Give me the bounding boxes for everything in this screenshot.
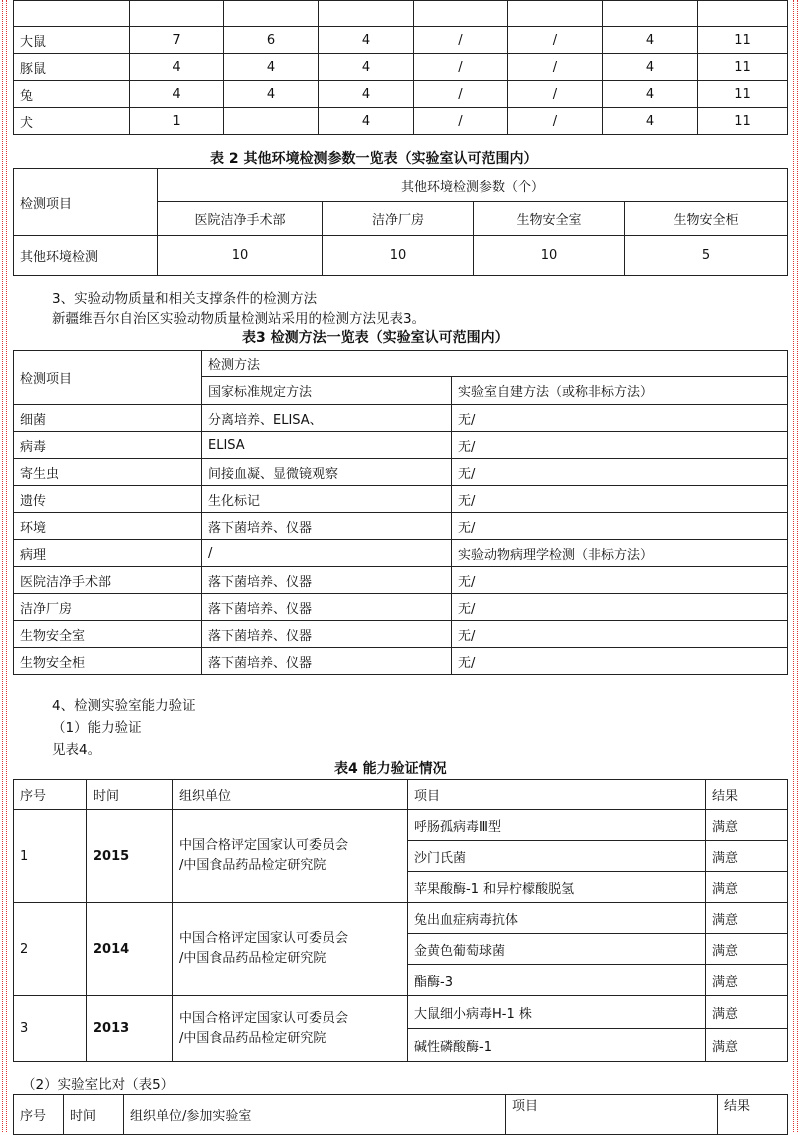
table-cell: 满意	[706, 841, 788, 872]
page-border-left	[2, 0, 7, 1132]
row-year: 2014	[87, 903, 173, 996]
col-header: 生物安全柜	[625, 202, 788, 236]
table-cell: 无/	[452, 567, 788, 594]
table-cell: 无/	[452, 513, 788, 540]
row-number: 2	[14, 903, 87, 996]
table-cell: /	[508, 54, 603, 81]
col-header: 项目	[506, 1095, 718, 1135]
table-cell: 10	[323, 236, 474, 276]
table-cell: /	[508, 81, 603, 108]
table-row	[14, 810, 788, 841]
org-line: 中国合格评定国家认可委员会	[179, 838, 349, 853]
table-cell: 无/	[452, 594, 788, 621]
proficiency-table	[13, 779, 788, 1062]
table-cell: 医院洁净手术部	[14, 567, 202, 594]
table-cell: 满意	[706, 872, 788, 903]
table-cell: 满意	[706, 996, 788, 1029]
row-label: 豚鼠	[14, 54, 130, 81]
table-cell: 病毒	[14, 432, 202, 459]
table-cell: 苹果酸酶-1 和异柠檬酸脱氢	[408, 872, 706, 903]
table-cell: 1	[130, 108, 224, 135]
row-label: 其他环境检测	[14, 236, 158, 276]
table-row	[14, 27, 788, 54]
table-cell: 无/	[452, 459, 788, 486]
table-cell: 生物安全柜	[14, 648, 202, 675]
col-header: 序号	[14, 780, 87, 810]
table-cell: 金黄色葡萄球菌	[408, 934, 706, 965]
table-cell: 11	[698, 54, 788, 81]
table-cell: 无/	[452, 405, 788, 432]
table-cell: 满意	[706, 934, 788, 965]
table-cell: 4	[319, 54, 414, 81]
table-cell: /	[414, 27, 508, 54]
table-cell: 生物安全室	[14, 621, 202, 648]
table-cell: /	[508, 27, 603, 54]
table-cell: 酯酶-3	[408, 965, 706, 996]
table-cell: 10	[474, 236, 625, 276]
animal-count-table	[13, 0, 788, 135]
table-row	[14, 903, 788, 934]
table-cell: 11	[698, 27, 788, 54]
table-cell: 5	[625, 236, 788, 276]
table-row	[14, 648, 788, 675]
table-row	[14, 108, 788, 135]
table-cell: 4	[603, 81, 698, 108]
table-cell: 分离培养、ELISA、	[202, 405, 452, 432]
table-cell: 生化标记	[202, 486, 452, 513]
table-row	[14, 459, 788, 486]
table-cell: 4	[603, 54, 698, 81]
row-org	[173, 903, 408, 996]
org-line: 中国合格评定国家认可委员会	[179, 931, 349, 946]
table-cell: 间接血凝、显微镜观察	[202, 459, 452, 486]
table4-caption: 表4 能力验证情况	[334, 761, 447, 777]
row-org	[173, 996, 408, 1062]
row-org	[173, 810, 408, 903]
table-cell: 7	[130, 27, 224, 54]
col-header: 国家标准规定方法	[202, 377, 452, 405]
table-cell: 满意	[706, 903, 788, 934]
table-cell: 落下菌培养、仪器	[202, 567, 452, 594]
table-row	[14, 996, 788, 1029]
col-header: 洁净厂房	[323, 202, 474, 236]
section4-text: 见表4。	[52, 742, 102, 758]
table-cell: ELISA	[202, 432, 452, 459]
table-cell: 满意	[706, 810, 788, 841]
section4-sub1: （1）能力验证	[52, 720, 142, 736]
table-cell: 落下菌培养、仪器	[202, 513, 452, 540]
col-header: 组织单位/参加实验室	[124, 1095, 506, 1135]
col-header-item: 检测项目	[14, 169, 158, 236]
table-cell: 落下菌培养、仪器	[202, 648, 452, 675]
table-cell: 洁净厂房	[14, 594, 202, 621]
org-line: 中国合格评定国家认可委员会	[179, 1010, 349, 1026]
row-year: 2013	[87, 996, 173, 1062]
table-cell: /	[414, 108, 508, 135]
table-cell: 兔出血症病毒抗体	[408, 903, 706, 934]
table3-caption: 表3 检测方法一览表（实验室认可范围内）	[242, 330, 509, 346]
table-cell: 无/	[452, 486, 788, 513]
col-header: 医院洁净手术部	[158, 202, 323, 236]
row-number: 1	[14, 810, 87, 903]
table2-caption: 表 2 其他环境检测参数一览表（实验室认可范围内）	[210, 151, 538, 167]
environment-params-table	[13, 168, 788, 276]
table-cell: 实验动物病理学检测（非标方法）	[452, 540, 788, 567]
org-line: /中国食品药品检定研究院	[179, 951, 327, 966]
col-header: 生物安全室	[474, 202, 625, 236]
group-header: 检测方法	[202, 351, 788, 377]
table-row	[14, 54, 788, 81]
table-row	[14, 236, 788, 276]
table-cell: 4	[319, 108, 414, 135]
row-number: 3	[14, 996, 87, 1062]
table-cell: 大鼠细小病毒H-1 株	[408, 996, 706, 1029]
section3-heading: 3、实验动物质量和相关支撑条件的检测方法	[52, 291, 318, 307]
comparison-table	[13, 1094, 788, 1135]
col-header: 组织单位	[173, 780, 408, 810]
row-label: 犬	[14, 108, 130, 135]
table-row	[14, 81, 788, 108]
table-cell: 4	[224, 54, 319, 81]
table-cell: 无/	[452, 432, 788, 459]
table-row	[14, 594, 788, 621]
table-cell: /	[414, 81, 508, 108]
table-row	[14, 1, 788, 27]
table-cell: 满意	[706, 965, 788, 996]
table-cell: 呼肠孤病毒Ⅲ型	[408, 810, 706, 841]
col-header: 实验室自建方法（或称非标方法）	[452, 377, 788, 405]
table-cell: 满意	[706, 1029, 788, 1062]
table-row	[14, 540, 788, 567]
col-header: 项目	[408, 780, 706, 810]
row-label: 大鼠	[14, 27, 130, 54]
table-cell: 落下菌培养、仪器	[202, 621, 452, 648]
table-cell: 无/	[452, 621, 788, 648]
table-cell: 4	[603, 108, 698, 135]
table-cell: /	[508, 108, 603, 135]
table-cell: 4	[130, 54, 224, 81]
section3-text: 新疆维吾尔自治区实验动物质量检测站采用的检测方法见表3。	[52, 311, 426, 327]
col-header-item: 检测项目	[14, 351, 202, 405]
table-row	[14, 432, 788, 459]
methods-table	[13, 350, 788, 675]
table-cell: 无/	[452, 648, 788, 675]
table-row	[14, 513, 788, 540]
table-cell: 环境	[14, 513, 202, 540]
col-header: 结果	[706, 780, 788, 810]
table-cell: 遗传	[14, 486, 202, 513]
table-cell: 碱性磷酸酶-1	[408, 1029, 706, 1062]
org-line: /中国食品药品检定研究院	[179, 858, 327, 873]
table-cell: /	[414, 54, 508, 81]
table-cell	[224, 108, 319, 135]
org-line: /中国食品药品检定研究院	[179, 1030, 327, 1046]
table-cell: 4	[130, 81, 224, 108]
section5-sub2: （2）实验室比对（表5）	[22, 1077, 175, 1093]
table-cell: 11	[698, 108, 788, 135]
table-row	[14, 621, 788, 648]
table-cell: 6	[224, 27, 319, 54]
table-cell: 沙门氏菌	[408, 841, 706, 872]
col-header: 时间	[87, 780, 173, 810]
table-cell: 4	[319, 27, 414, 54]
page-border-right	[793, 0, 798, 1132]
table-row	[14, 567, 788, 594]
row-year: 2015	[87, 810, 173, 903]
section4-heading: 4、检测实验室能力验证	[52, 698, 196, 714]
table-cell: 4	[319, 81, 414, 108]
table-cell: 4	[603, 27, 698, 54]
table-cell: 10	[158, 236, 323, 276]
col-header: 结果	[718, 1095, 788, 1135]
table-cell: 细菌	[14, 405, 202, 432]
row-label: 兔	[14, 81, 130, 108]
col-header: 序号	[14, 1095, 64, 1135]
table-cell: /	[202, 540, 452, 567]
group-header: 其他环境检测参数（个）	[158, 169, 788, 202]
table-cell: 4	[224, 81, 319, 108]
table-row	[14, 486, 788, 513]
table-cell: 病理	[14, 540, 202, 567]
table-cell: 寄生虫	[14, 459, 202, 486]
table-cell: 落下菌培养、仪器	[202, 594, 452, 621]
col-header: 时间	[64, 1095, 124, 1135]
table-cell: 11	[698, 81, 788, 108]
table-row	[14, 405, 788, 432]
